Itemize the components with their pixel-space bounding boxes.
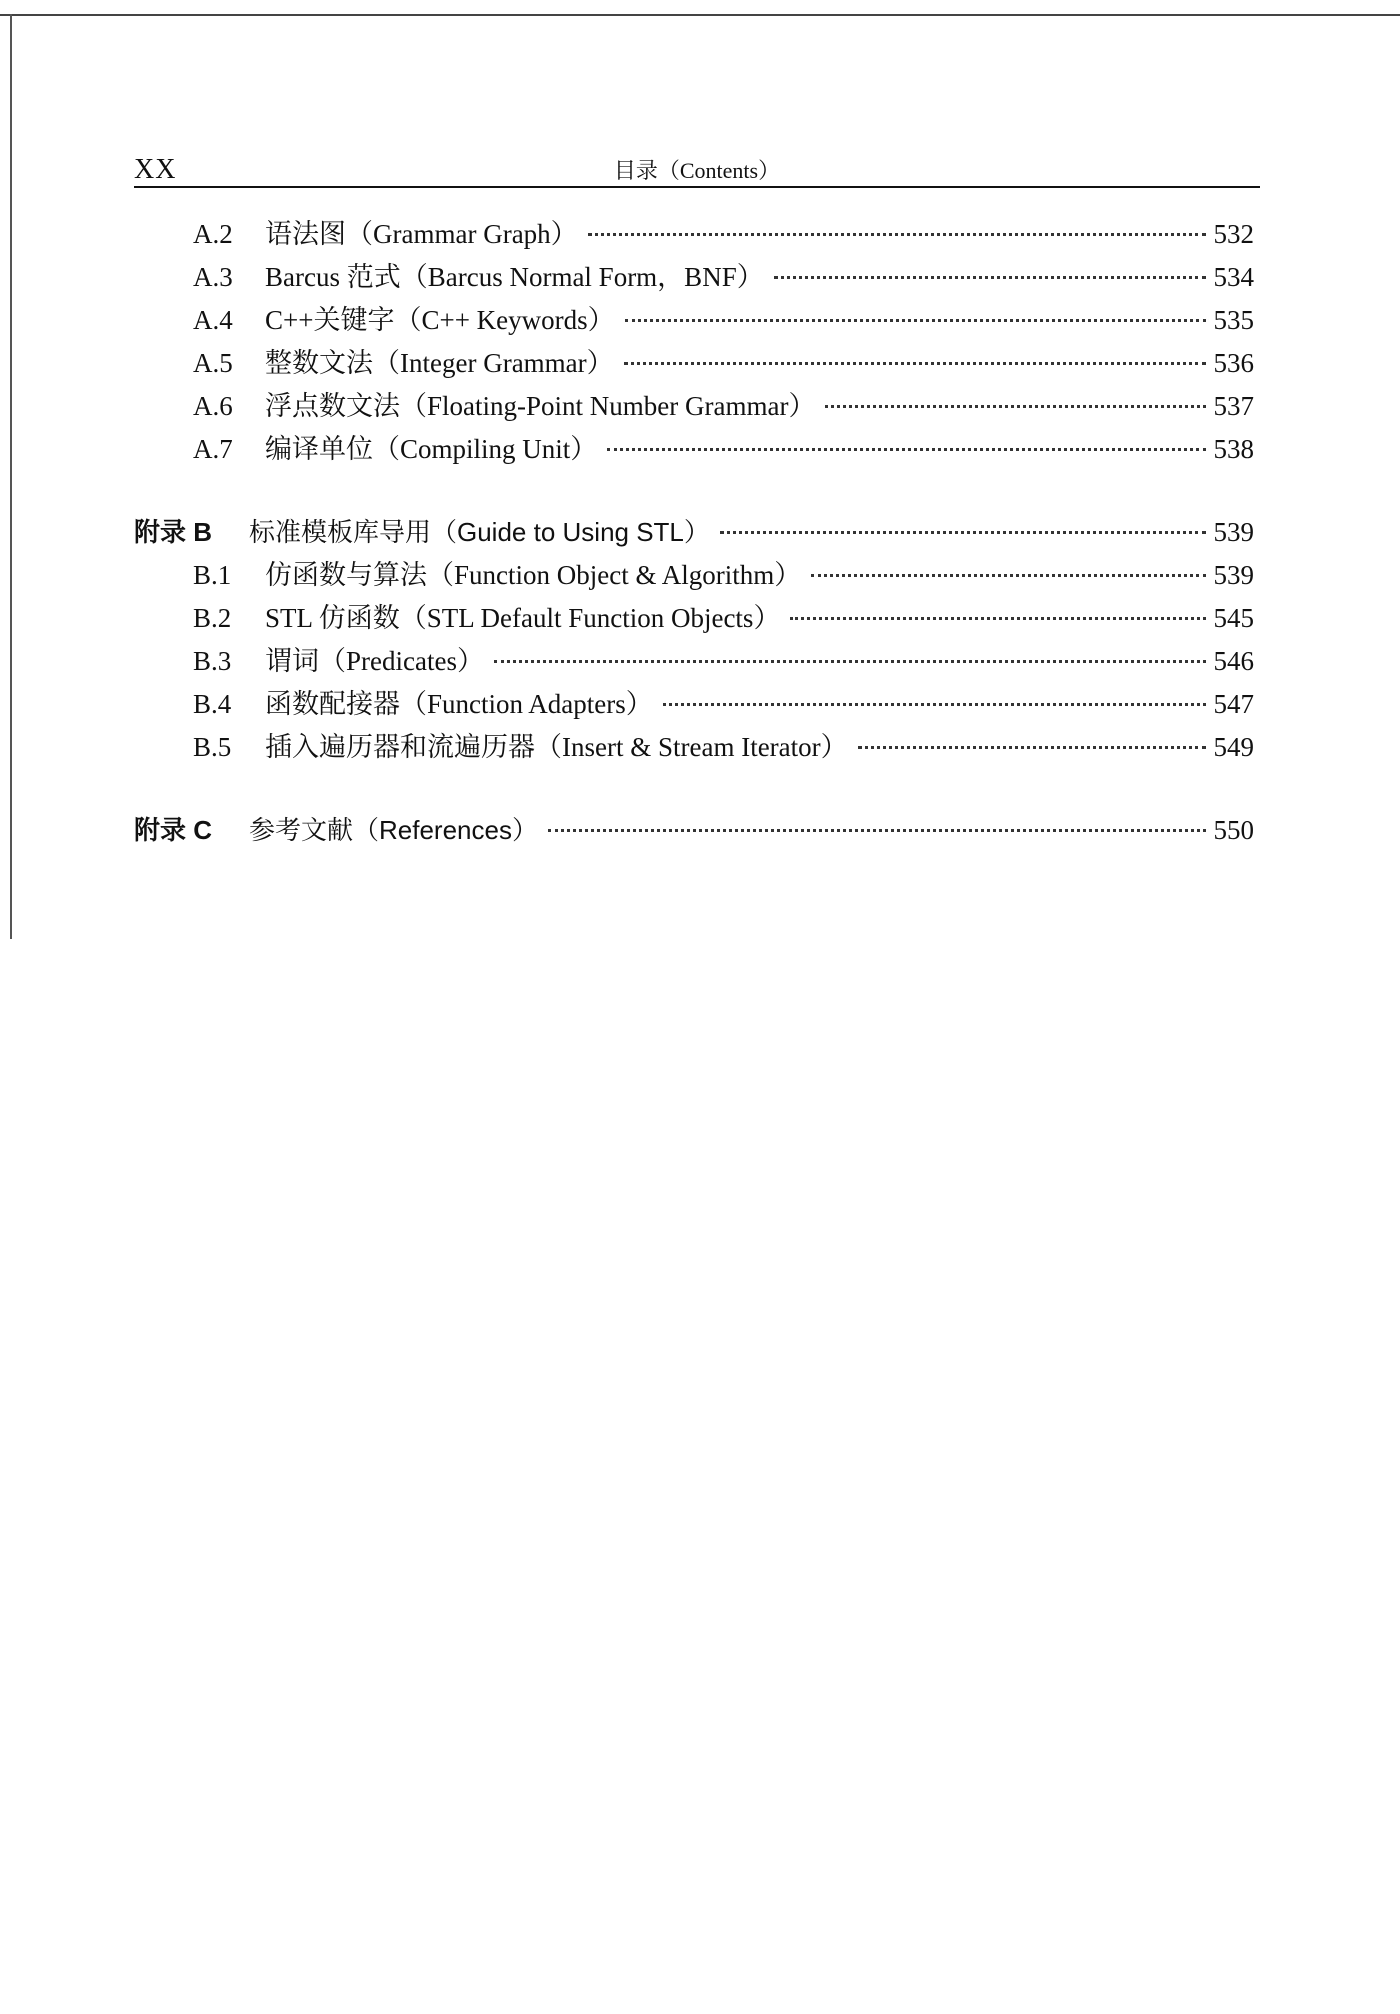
toc-entry-page: 535 xyxy=(1213,305,1254,335)
toc-entry-number: A.7 xyxy=(193,434,233,464)
toc-entry-page: 532 xyxy=(1213,219,1254,249)
toc-entry-page: 539 xyxy=(1213,517,1254,547)
toc-entry-number: A.4 xyxy=(193,305,233,335)
toc-entry-number: B.4 xyxy=(193,689,232,719)
toc-entry-number: A.2 xyxy=(193,219,233,249)
toc-entry-page: 539 xyxy=(1213,560,1254,590)
dot-leader xyxy=(548,829,1206,832)
toc-entry-title: Barcus 范式（Barcus Normal Form，BNF） xyxy=(265,262,764,292)
toc-entry-number: A.5 xyxy=(193,348,233,378)
dot-leader xyxy=(774,276,1206,279)
toc-entry-title: 谓词（Predicates） xyxy=(265,646,484,676)
toc-entry-number: A.3 xyxy=(193,262,233,292)
toc-entry-number: 附录 B xyxy=(134,517,213,547)
toc-entry-page: 549 xyxy=(1213,732,1254,762)
toc-entry-page: 550 xyxy=(1213,815,1254,845)
scan-border-top xyxy=(0,14,1400,16)
toc-entry-b2[interactable] xyxy=(134,596,1254,636)
toc-entry-page: 537 xyxy=(1213,391,1254,421)
toc-entry-title: 参考文献（References） xyxy=(249,815,538,845)
toc-entry-title: 整数文法（Integer Grammar） xyxy=(265,348,614,378)
dot-leader xyxy=(607,448,1205,451)
toc-entry-number: B.3 xyxy=(193,646,232,676)
toc-entry-a2[interactable] xyxy=(134,212,1254,252)
toc-entry-b5[interactable] xyxy=(134,725,1254,765)
toc-entry-title: 编译单位（Compiling Unit） xyxy=(265,434,598,464)
toc-entry-title: C++关键字（C++ Keywords） xyxy=(265,305,615,335)
toc-entry-title: 语法图（Grammar Graph） xyxy=(265,219,578,249)
page-header xyxy=(134,148,1260,188)
toc-entry-b1[interactable] xyxy=(134,553,1254,593)
dot-leader xyxy=(720,531,1206,534)
toc-entry-page: 547 xyxy=(1213,689,1254,719)
toc-entry-title: 仿函数与算法（Function Object & Algorithm） xyxy=(265,560,802,590)
toc-entry-page: 534 xyxy=(1213,262,1254,292)
dot-leader xyxy=(811,574,1205,577)
running-title: 目录（Contents） xyxy=(613,158,781,183)
toc-entry-number: A.6 xyxy=(193,391,233,421)
toc-entry-title: 浮点数文法（Floating-Point Number Grammar） xyxy=(265,391,816,421)
dot-leader xyxy=(858,746,1206,749)
toc-entry-page: 536 xyxy=(1213,348,1254,378)
toc-entry-number: B.1 xyxy=(193,560,232,590)
toc-entry-a3[interactable] xyxy=(134,255,1254,295)
toc-entry-b4[interactable] xyxy=(134,682,1254,722)
dot-leader xyxy=(624,362,1206,365)
dot-leader xyxy=(588,233,1206,236)
toc-entry-appendix-c[interactable] xyxy=(134,810,1254,850)
toc-entry-number: B.5 xyxy=(193,732,232,762)
toc-entry-page: 545 xyxy=(1213,603,1254,633)
toc-entry-a5[interactable] xyxy=(134,341,1254,381)
toc-entry-appendix-b[interactable] xyxy=(134,512,1254,552)
toc-entry-number: B.2 xyxy=(193,603,232,633)
toc-entry-title: 插入遍历器和流遍历器（Insert & Stream Iterator） xyxy=(265,732,848,762)
dot-leader xyxy=(494,660,1206,663)
scan-border-left xyxy=(10,14,12,939)
toc-entry-b3[interactable] xyxy=(134,639,1254,679)
page-number: XX xyxy=(134,154,177,185)
toc-entry-a4[interactable] xyxy=(134,298,1254,338)
toc-entry-a7[interactable] xyxy=(134,427,1254,467)
toc-entry-page: 538 xyxy=(1213,434,1254,464)
dot-leader xyxy=(825,405,1205,408)
toc-entry-title: 函数配接器（Function Adapters） xyxy=(265,689,653,719)
dot-leader xyxy=(625,319,1206,322)
toc-entry-number: 附录 C xyxy=(134,815,213,845)
toc-entry-title: 标准模板库导用（Guide to Using STL） xyxy=(249,517,710,547)
toc-entry-page: 546 xyxy=(1213,646,1254,676)
dot-leader xyxy=(790,617,1205,620)
toc-entry-title: STL 仿函数（STL Default Function Objects） xyxy=(265,603,781,633)
dot-leader xyxy=(663,703,1206,706)
toc-entry-a6[interactable] xyxy=(134,384,1254,424)
